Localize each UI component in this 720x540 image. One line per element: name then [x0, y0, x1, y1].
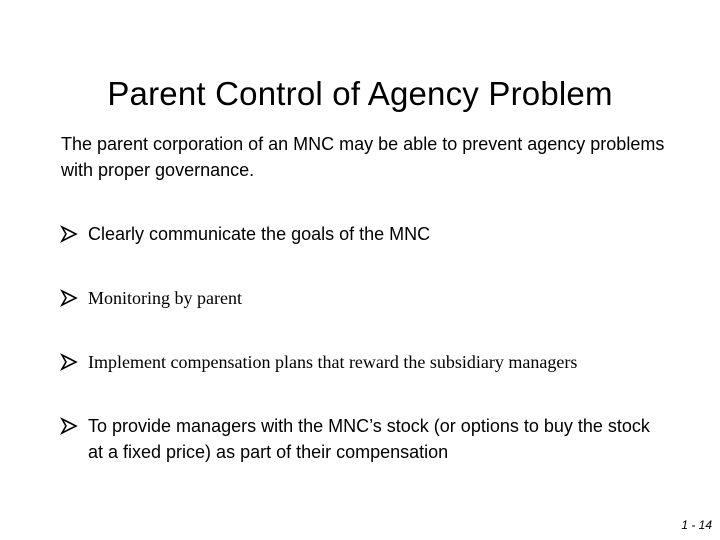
bullet-item: [60, 221, 660, 247]
bullet-item: [60, 349, 660, 375]
page-number: 1 - 14: [681, 518, 712, 532]
arrow-bullet-icon: [60, 417, 78, 435]
bullet-item: [60, 413, 660, 465]
bullet-text: Monitoring by parent: [88, 288, 242, 308]
arrow-bullet-icon: [60, 225, 78, 243]
slide-title: Parent Control of Agency Problem: [107, 75, 613, 112]
bullet-text: To provide managers with the MNC’s stock (or options to buy the stock at a fixed price) as part of their compensation: [88, 416, 650, 462]
bullet-text: Clearly communicate the goals of the MNC: [88, 224, 431, 244]
bullet-text: Implement compensation plans that reward the subsidiary managers: [88, 352, 578, 372]
bullet-item: [60, 285, 660, 311]
intro-paragraph: The parent corporation of an MNC may be able to prevent agency problems with proper governance.: [61, 134, 665, 180]
arrow-bullet-icon: [60, 353, 78, 371]
arrow-bullet-icon: [60, 289, 78, 307]
